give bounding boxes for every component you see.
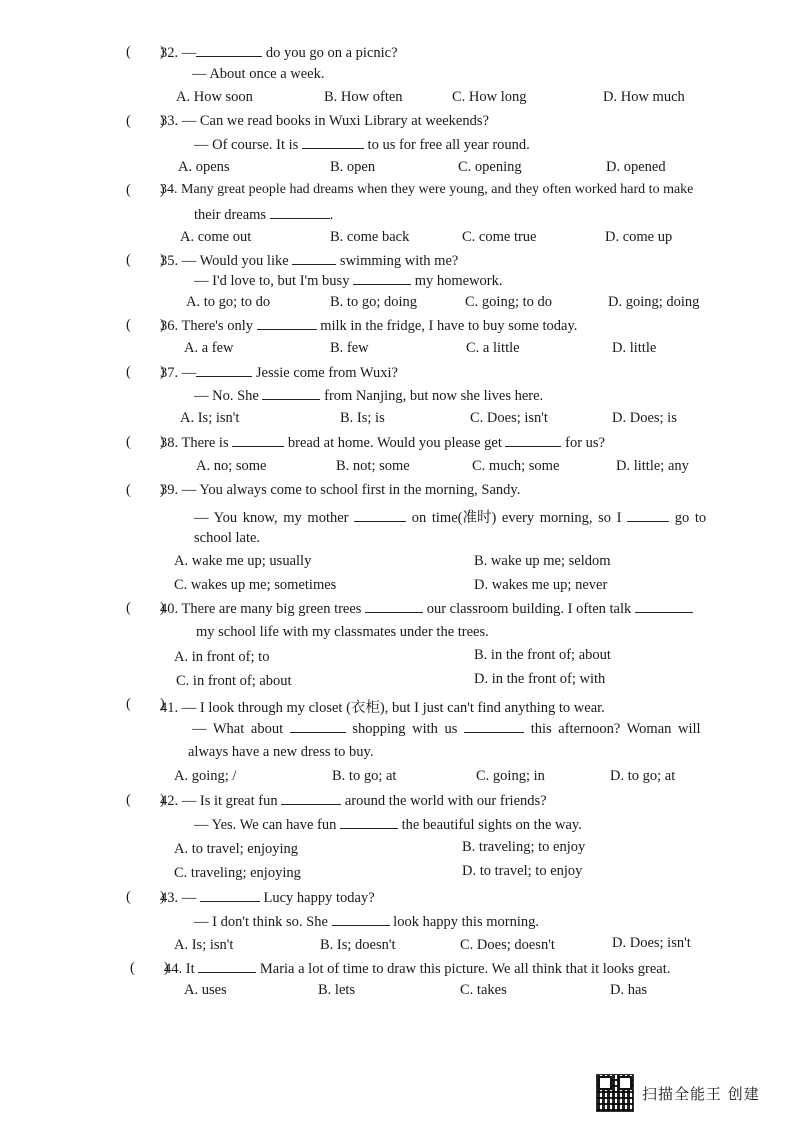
question-stem: 36. There's only milk in the fridge, I have to buy some today. xyxy=(160,318,578,334)
question-stem: 33. — Can we read books in Wuxi Library at weekends? xyxy=(160,113,489,129)
option-a: A. uses xyxy=(184,982,227,998)
answer-blank xyxy=(196,364,252,377)
option-a: A. to travel; enjoying xyxy=(174,841,299,857)
answer-paren: ( ) xyxy=(126,482,165,498)
answer-blank xyxy=(627,509,669,522)
option-d: D. little xyxy=(612,340,657,356)
option-b: B. Is; doesn't xyxy=(320,937,396,953)
option-a: A. come out xyxy=(180,229,252,245)
answer-blank xyxy=(290,720,346,733)
option-c: C. How long xyxy=(452,89,527,105)
question-stem: 43. — Lucy happy today? xyxy=(160,890,375,906)
answer-paren: ( ) xyxy=(126,252,165,268)
option-c: C. Does; isn't xyxy=(470,410,548,426)
option-d: D. to go; at xyxy=(610,768,676,784)
option-a: A. wake me up; usually xyxy=(174,553,312,569)
option-d: D. come up xyxy=(605,229,673,245)
answer-paren: ( ) xyxy=(126,113,165,129)
option-a: A. How soon xyxy=(176,89,253,105)
option-a: A. going; / xyxy=(174,768,237,784)
exam-page: ( ) 32. — do you go on a picnic? — About once a week. A. How soon B. How often C. How long D. How much ( ) 33. — Can we read books in Wuxi Library at weekends? — Of course. It is to us for free all year round. A. opens B. open C. opening D. opened ( ) 34. Many great people had dreams when they were young, and they often worked hard to make their dreams . A. come out B. come back C. come true D. come up ( ) 35. — Would you like swimming with me? — I'd love to, but I'm busy my homework. A. to go; to do B. to go; doing C. going; to do D. going; doing ( ) 36. There's only milk in the fridge, I have to buy some today. A. a few B. few C. a little D. little ( ) 37. — Jessie come from Wuxi? — No. She from Nanjing, but now she lives here. A. Is; isn't B. Is; is C. Does; isn't D. Does; is ( ) 38. There is bread at home. Would you please get for us? A. no; some B. not; some C. much; some D. little; any ( ) 39. — You always come to school first in the morning, Sandy. — You know, my mother on time(准时) every morning, so I go to school late. A. wake me up; usually B. wake up me; seldom C. wakes up me; sometimes D. wakes me up; never ( ) 40. There are many big green trees our classroom building. I often talk my school life with my classmates under the trees. A. in front of; to B. in the front of; about C. in front of; about D. in the front of; with ( ) 41. — I look through my closet (衣柜), but I just can't find anything to wear. — What about shopping with us this afternoon? Woman will always have a new dress to buy. A. going; / B. to go; at C. going; in D. to go; at ( ) 42. — Is it great fun around the world with our friends? — Yes. We can have fun the beautiful sights on the way. A. to travel; enjoying B. traveling; to enjoy C. traveling; enjoying D. to travel; to enjoy ( ) 43. — Lucy happy today? — I don't think so. She look happy this morning. A. Is; isn't B. Is; doesn't C. Does; doesn't D. Does; isn't ( ) 44. It Maria a lot of time to draw this picture. We all think that it looks great. A. uses B. lets C. takes D. has 扫描全能王 创建 xyxy=(0,0,794,1124)
answer-paren: ( ) xyxy=(126,434,165,450)
option-a: A. in front of; to xyxy=(174,649,270,665)
answer-paren: ( ) xyxy=(126,600,165,616)
option-c: C. going; in xyxy=(476,768,545,784)
option-c: C. a little xyxy=(466,340,520,356)
question-number: 43. xyxy=(160,890,179,906)
option-c: C. traveling; enjoying xyxy=(174,865,301,881)
option-b: B. in the front of; about xyxy=(474,647,611,663)
answer-blank xyxy=(332,913,390,926)
answer-blank xyxy=(302,136,364,149)
option-d: D. Does; isn't xyxy=(612,935,691,951)
question-number: 41. xyxy=(160,700,179,716)
option-b: B. to go; at xyxy=(332,768,397,784)
answer-blank xyxy=(292,252,336,265)
answer-blank xyxy=(200,889,260,902)
option-d: D. little; any xyxy=(616,458,689,474)
option-b: B. not; some xyxy=(336,458,410,474)
option-b: B. Is; is xyxy=(340,410,385,426)
option-b: B. lets xyxy=(318,982,356,998)
option-d: D. opened xyxy=(606,159,666,175)
option-d: D. to travel; to enjoy xyxy=(462,863,583,879)
option-a: A. a few xyxy=(184,340,234,356)
option-a: A. opens xyxy=(178,159,230,175)
scanner-watermark xyxy=(596,1074,760,1112)
answer-blank xyxy=(464,720,524,733)
option-a: A. to go; to do xyxy=(186,294,271,310)
answer-paren: ( ) xyxy=(126,364,165,380)
question-number: 32. xyxy=(160,45,179,61)
question-stem: 38. There is bread at home. Would you please get for us? xyxy=(160,435,605,451)
answer-blank xyxy=(232,434,284,447)
option-d: D. wakes me up; never xyxy=(474,577,608,593)
answer-blank xyxy=(196,44,262,57)
option-a: A. Is; isn't xyxy=(180,410,240,426)
answer-paren: ( ) xyxy=(126,889,165,905)
option-a: A. Is; isn't xyxy=(174,937,234,953)
option-c: C. takes xyxy=(460,982,507,998)
question-stem: 34. Many great people had dreams when they were young, and they often worked hard to make xyxy=(160,182,694,197)
answer-blank xyxy=(353,272,411,285)
answer-blank xyxy=(270,206,330,219)
answer-blank xyxy=(262,387,320,400)
answer-blank xyxy=(340,816,398,829)
question-number: 34. xyxy=(160,182,178,197)
option-d: D. Does; is xyxy=(612,410,677,426)
answer-paren: ( ) xyxy=(126,696,165,712)
answer-blank xyxy=(198,960,256,973)
option-b: B. to go; doing xyxy=(330,294,418,310)
option-b: B. come back xyxy=(330,229,410,245)
option-c: C. wakes up me; sometimes xyxy=(174,577,337,593)
answer-paren: ( ) xyxy=(126,317,165,333)
option-d: D. How much xyxy=(603,89,685,105)
answer-blank xyxy=(635,600,693,613)
option-d: D. going; doing xyxy=(608,294,700,310)
question-stem: 32. — do you go on a picnic? xyxy=(160,45,398,61)
answer-paren: ( ) xyxy=(126,44,165,60)
option-c: C. much; some xyxy=(472,458,560,474)
option-b: B. wake up me; seldom xyxy=(474,553,611,569)
question-number: 36. xyxy=(160,318,179,334)
option-c: C. opening xyxy=(458,159,522,175)
option-c: C. in front of; about xyxy=(176,673,292,689)
option-b: B. open xyxy=(330,159,376,175)
answer-paren: ( ) xyxy=(126,182,165,198)
answer-blank xyxy=(281,792,341,805)
watermark-text: 扫描全能王 创建 xyxy=(642,1084,760,1103)
qr-code-icon xyxy=(596,1074,634,1112)
option-a: A. no; some xyxy=(196,458,267,474)
option-c: C. going; to do xyxy=(465,294,553,310)
option-b: B. How often xyxy=(324,89,403,105)
answer-paren: ( ) xyxy=(126,792,165,808)
answer-blank xyxy=(354,509,406,522)
answer-blank xyxy=(365,600,423,613)
option-b: B. traveling; to enjoy xyxy=(462,839,586,855)
question-number: 33. xyxy=(160,113,179,129)
option-d: D. has xyxy=(610,982,648,998)
question-stem: 44. It Maria a lot of time to draw this picture. We all think that it looks great. xyxy=(164,961,671,977)
question-number: 38. xyxy=(160,435,179,451)
question-stem: 40. There are many big green trees our classroom building. I often talk xyxy=(160,600,693,618)
question-number: 40. xyxy=(160,601,179,617)
question-number: 35. xyxy=(160,253,179,269)
option-b: B. few xyxy=(330,340,369,356)
option-d: D. in the front of; with xyxy=(474,671,606,687)
question-stem: 35. — Would you like swimming with me? xyxy=(160,253,459,269)
question-stem: 37. — Jessie come from Wuxi? xyxy=(160,365,398,381)
question-stem: 42. — Is it great fun around the world with our friends? xyxy=(160,793,547,809)
option-c: C. come true xyxy=(462,229,537,245)
answer-paren: ( ) xyxy=(130,960,169,976)
option-c: C. Does; doesn't xyxy=(460,937,555,953)
question-number: 44. xyxy=(164,961,183,977)
answer-blank xyxy=(505,434,561,447)
question-number: 42. xyxy=(160,793,179,809)
question-stem: 41. — I look through my closet (衣柜), but I just can't find anything to wear. xyxy=(160,700,605,716)
question-stem: 39. — You always come to school first in the morning, Sandy. xyxy=(160,482,521,498)
question-number: 39. xyxy=(160,482,179,498)
question-number: 37. xyxy=(160,365,179,381)
answer-blank xyxy=(257,317,317,330)
